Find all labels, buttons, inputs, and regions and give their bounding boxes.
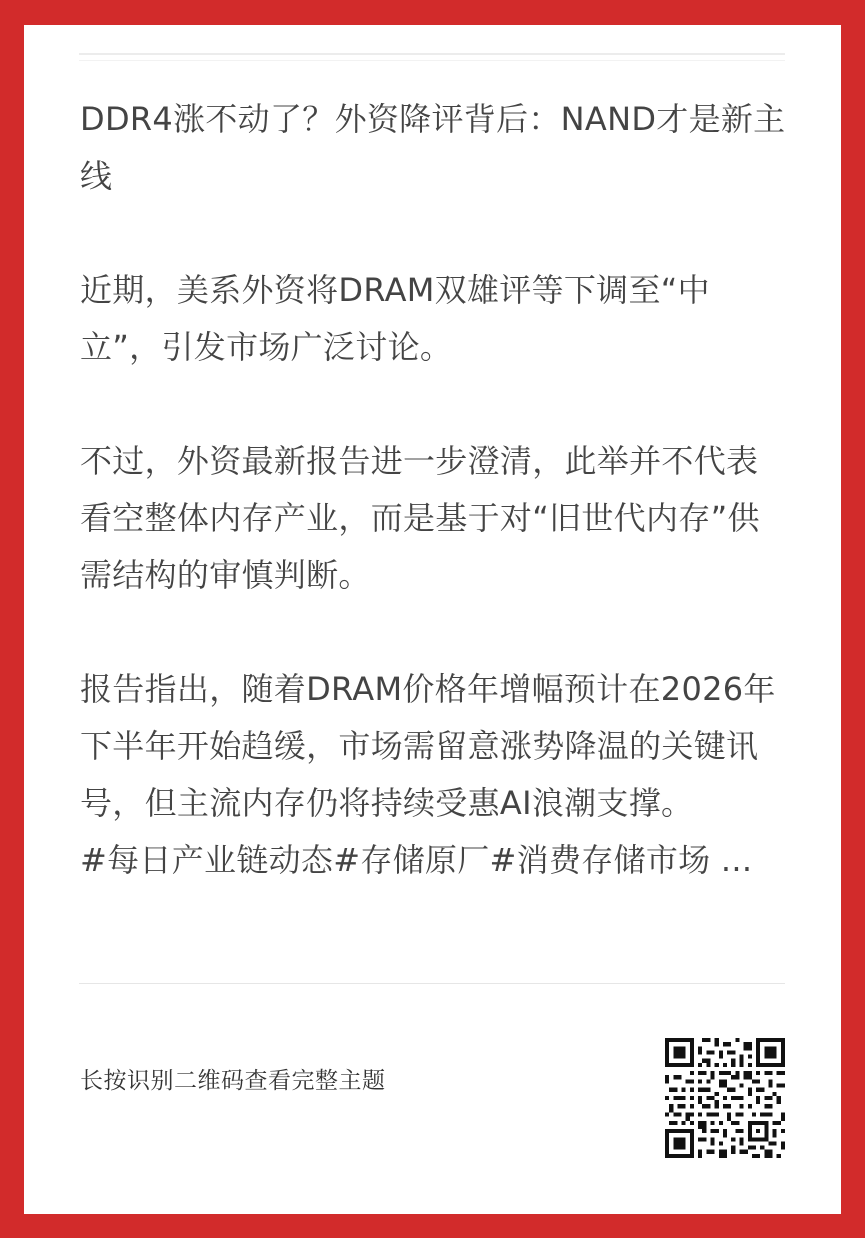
qr-code-icon[interactable] bbox=[665, 1038, 785, 1158]
qr-code-graphic bbox=[665, 1038, 785, 1158]
post-body bbox=[80, 91, 790, 889]
post-paragraph-1: 近期，美系外资将DRAM双雄评等下调至“中立”，引发市场广泛讨论。 bbox=[80, 271, 710, 366]
top-divider-secondary bbox=[79, 60, 785, 61]
post-paragraph-2: 不过，外资最新报告进一步澄清，此举并不代表看空整体内存产业，而是基于对“旧世代内存”供需结构的审慎判断。 bbox=[80, 442, 760, 594]
post-paragraph-3-text: 报告指出，随着DRAM价格年增幅预计在2026年下半年开始趋缓，市场需留意涨势降温的关键讯号，但主流内存仍将持续受惠AI浪潮支撑。 bbox=[80, 670, 776, 822]
post-paragraph-3 bbox=[80, 661, 790, 889]
share-card bbox=[24, 25, 841, 1214]
top-divider bbox=[79, 53, 785, 55]
post-title: DDR4涨不动了？外资降评背后：NAND才是新主线 bbox=[80, 100, 786, 195]
post-hashtags[interactable]: #每日产业链动态#存储原厂#消费存储市场 ... bbox=[80, 841, 753, 879]
bottom-divider bbox=[79, 983, 785, 984]
qr-caption: 长按识别二维码查看完整主题 bbox=[80, 1068, 386, 1094]
